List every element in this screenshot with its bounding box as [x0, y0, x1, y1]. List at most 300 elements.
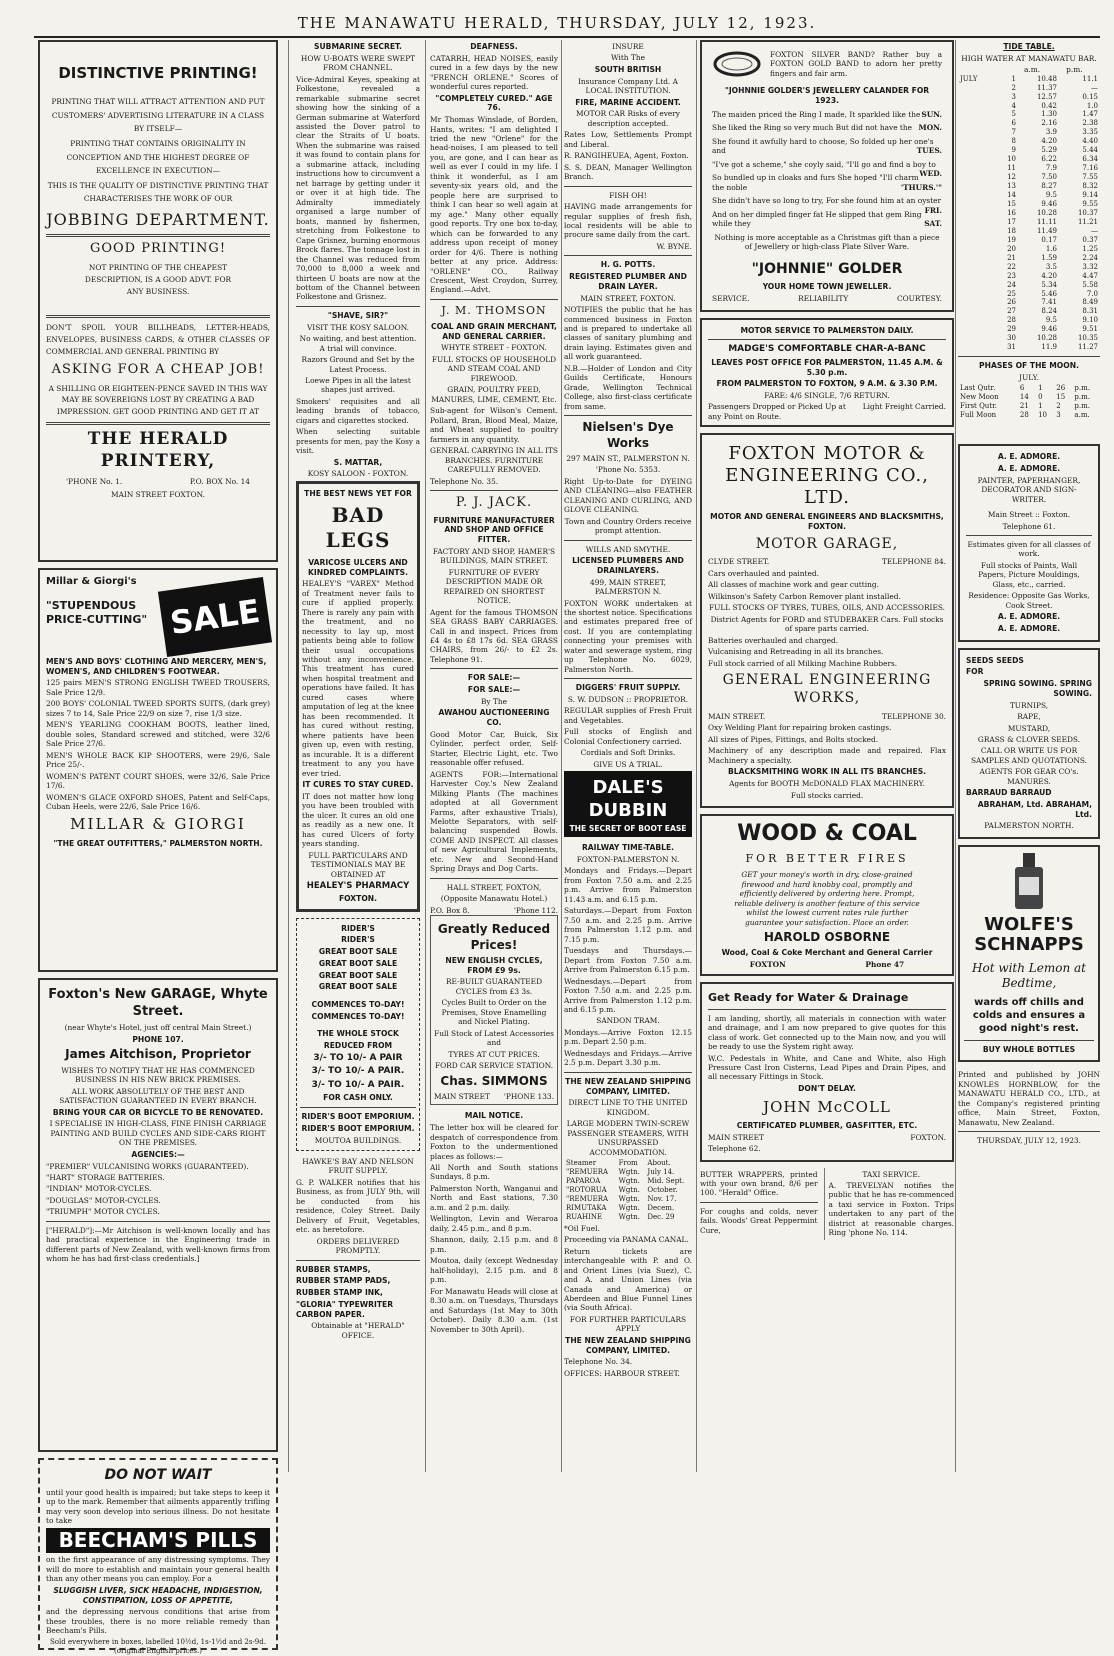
column-divider — [696, 40, 697, 1472]
large-steamers: LARGE MODERN TWIN-SCREW PASSENGER STEAMERS, WITH UNSURPASSED ACCOMMODATION. — [566, 1119, 690, 1157]
tide-am: 1.59 — [1041, 253, 1057, 262]
agents: AGENTS FOR GEAR CO's. MANURES. — [979, 767, 1079, 786]
tide-am: 8.27 — [1041, 182, 1057, 191]
tide-day: 12 — [1007, 173, 1017, 182]
healey-town: FOXTON. — [338, 893, 378, 903]
tel-62: Telephone 62. — [708, 1144, 761, 1154]
nielsen-text: Right Up-to-Date for DYEING AND CLEANING—also FEATHER CLEANING AND CURLING, AND GLOVE CLEANING. — [564, 476, 692, 515]
tide-day: 31 — [1007, 343, 1017, 352]
boot-sale: GREAT BOOT SALE — [318, 982, 398, 992]
mccoll-row: MAIN STREET FOXTON. — [708, 1132, 946, 1142]
tide-day: 5 — [1011, 110, 1017, 119]
potts-text: NOTIFIES the public that he has commenced business in Foxton and is prepared to undertake all classes of sanitary plumbing and drain laying. Estimates given and all work guaranteed. — [564, 305, 692, 362]
beecham-title: BEECHAM'S PILLS — [46, 1528, 270, 1554]
main-street: MAIN STREET — [434, 1091, 490, 1101]
herald-printery: THE HERALD PRINTERY, — [87, 429, 229, 471]
divider — [564, 186, 692, 187]
nz-shipping: THE NEW ZEALAND SHIPPING COMPANY, LIMITED. — [565, 1076, 691, 1096]
table-row: "REMUERA Wgtn. July 14. — [566, 1168, 675, 1177]
hall-street: HALL STREET, FOXTON, — [446, 882, 542, 892]
column-4 — [564, 40, 692, 1470]
printing-line: THIS IS THE QUALITY OF DISTINCTIVE PRINTING THAT CHARACTERISES THE WORK OF OUR — [47, 181, 269, 204]
good-printing-text: NOT PRINTING OF THE CHEAPEST DESCRIPTION, IS A GOOD ADVT. FOR ANY BUSINESS. — [84, 262, 232, 296]
tide-title: TIDE TABLE. — [1003, 42, 1055, 51]
gen-line: Full stocks carried. — [790, 790, 864, 800]
tide-am: 12.57 — [1036, 92, 1057, 101]
sandon-line: Wednesdays and Fridays.—Arrive 2.5 p.m. Depart 3.30 p.m. — [564, 1048, 692, 1068]
awahou: AWAHOU AUCTIONEERING CO. — [438, 708, 550, 728]
tide-day: 10 — [1007, 155, 1017, 164]
nz-shipping: THE NEW ZEALAND SHIPPING COMPANY, LIMITED. — [565, 1335, 691, 1355]
table-row: "ROTORUA Wgtn. October. — [566, 1185, 678, 1194]
beecham-ailments: SLUGGISH LIVER, SICK HEADACHE, INDIGESTION, CONSTIPATION, LOSS OF APPETITE, — [53, 1585, 263, 1605]
tide-day: 28 — [1007, 316, 1017, 325]
tide-day: 25 — [1007, 289, 1017, 298]
moon-cell: 3 — [1056, 411, 1061, 420]
furniture-maker: FURNITURE MANUFACTURER AND SHOP AND OFFICE FITTER. — [433, 515, 555, 545]
seed: MUSTARD, — [1007, 723, 1051, 733]
divider — [958, 356, 1100, 357]
mail-text: Moutoa, daily (except Wednesday half-holiday), 2.15 p.m. and 8 p.m. — [430, 1256, 558, 1285]
moon-cell: Full Moon — [960, 411, 997, 420]
moon-row — [958, 393, 1100, 402]
outfitters: "THE GREAT OUTFITTERS," PALMERSTON NORTH. — [53, 838, 263, 848]
agent: R. RANGIHEUEA, Agent, Foxton. — [564, 151, 689, 161]
garage-phone: PHONE 107. — [132, 1034, 184, 1044]
printing-line: PRINTING THAT CONTAINS ORIGINALITY IN CONCEPTION AND THE HIGHEST DEGREE OF EXCELLENCE IN EXECUTION— — [66, 139, 250, 175]
tide-am: 10.48 — [1036, 74, 1057, 83]
stamps: "GLORIA" TYPEWRITER CARBON PAPER. — [296, 1299, 394, 1319]
divider — [966, 535, 1092, 536]
tide-day: 19 — [1007, 235, 1017, 244]
regular: REGULAR supplies of Fresh Fruit and Vegetables. — [564, 706, 692, 725]
tide-am: 7.41 — [1041, 298, 1057, 307]
tide-am: 3.9 — [1045, 128, 1057, 137]
tide-row — [958, 245, 1100, 254]
moon-cell: New Moon — [960, 393, 999, 402]
tide-table — [958, 75, 1100, 353]
tide-row — [958, 164, 1100, 173]
tide-row — [958, 102, 1100, 111]
taxi-text: A. TREVELYAN notifies the public that he has re-commenced a taxi service in Foxton. Trips undertaken to any part of the district at reasonable charges. Ring 'phone No. 114. — [828, 1180, 954, 1238]
kosy-line: Razors Ground and Set by the Latest Process. — [301, 355, 415, 374]
tel-61: Telephone 61. — [1002, 521, 1056, 531]
moon-table — [958, 384, 1100, 420]
estimates: Estimates given for all classes of work. — [967, 539, 1091, 559]
emporium: RIDER'S BOOT EMPORIUM. — [301, 1112, 415, 1122]
submarine-title: SUBMARINE SECRET. — [314, 42, 402, 51]
tide-pm: 0.37 — [1082, 235, 1098, 244]
taxi-heading: TAXI SERVICE. — [862, 1169, 921, 1179]
bad-legs: BAD LEGS — [325, 502, 391, 553]
garage-title: Foxton's New GARAGE, Whyte Street. — [48, 987, 268, 1019]
thomson-stocks: FULL STOCKS OF HOUSEHOLD AND STEAM COAL AND FIREWOOD. — [431, 354, 557, 383]
garage-line: Batteries overhauled and charged. — [708, 635, 839, 645]
divider — [296, 1260, 420, 1261]
stupendous: "STUPENDOUS PRICE-CUTTING" — [46, 598, 148, 626]
moon-cell: a.m. — [1074, 411, 1090, 420]
price-line: 3/- TO 10/- A PAIR. — [311, 1066, 405, 1077]
dean: S. S. DEAN, Manager Wellington Branch. — [564, 162, 692, 182]
fish-heading: FISH OH! — [609, 190, 647, 200]
garage-line: Wilkinson's Safety Carbon Remover plant installed. — [708, 591, 901, 601]
sale-item: MEN'S YEARLING COOKHAM BOOTS, leather lined, double soles, Standard screwed and stitched, were 32/6 Sale Price 27/6. — [46, 720, 270, 749]
divider — [46, 234, 270, 237]
moon-cell: 1 — [1038, 402, 1043, 411]
sale-item: 125 pairs MEN'S STRONG ENGLISH TWEED TROUSERS, Sale Price 12/9. — [46, 678, 270, 697]
abraham: ABRAHAM, Ltd. ABRAHAM, Ltd. — [977, 800, 1092, 819]
admore: A. E. ADMORE. — [997, 612, 1061, 622]
divider — [430, 878, 558, 879]
tide-month — [958, 316, 996, 325]
tyres: TYRES AT CUT PRICES. — [448, 1049, 540, 1059]
masthead: THE MANAWATU HERALD, THURSDAY, JULY 12, 1923. — [297, 14, 817, 32]
tide-day: 18 — [1007, 226, 1017, 235]
tide-day: 7 — [1011, 128, 1017, 137]
tide-month — [958, 325, 996, 334]
tide-month — [958, 137, 996, 146]
tide-day: 4 — [1011, 101, 1017, 110]
sale-item: WOMEN'S PATENT COURT SHOES, were 32/6, Sale Price 17/6. — [46, 771, 270, 791]
barraud: BARRAUD BARRAUD — [966, 788, 1052, 798]
tide-day: 24 — [1007, 280, 1017, 289]
garage-line: WISHES TO NOTIFY THAT HE HAS COMMENCED BUSINESS IN HIS NEW BRICK PREMISES. — [61, 1065, 255, 1085]
mail-notice: MAIL NOTICE. — [464, 1111, 524, 1121]
divider — [564, 678, 692, 679]
gen-line: Machinery of any description made and repaired. Flax Machinery a specialty. — [708, 746, 946, 765]
commences: COMMENCES TO-DAY! — [311, 1011, 405, 1021]
calander-title: "JOHNNIE GOLDER'S JEWELLERY CALANDER FOR 1923. — [724, 86, 930, 106]
stamps: RUBBER STAMP PADS, — [296, 1276, 391, 1286]
wills-address: 499, MAIN STREET, PALMERSTON N. — [590, 577, 666, 597]
steamer-table — [564, 1159, 692, 1222]
painter: PAINTER, PAPERHANGER, DECORATOR AND SIGN-WRITER. — [977, 475, 1081, 504]
mattar-address: KOSY SALOON - FOXTON. — [307, 469, 409, 479]
agencies-heading: AGENCIES:— — [131, 1149, 185, 1159]
taxi — [824, 1168, 954, 1240]
tide-month — [958, 155, 996, 164]
column-divider — [425, 40, 426, 1472]
divider — [564, 255, 692, 256]
tide-pm: 3.32 — [1082, 262, 1098, 271]
tide-month — [958, 209, 996, 218]
tide-month — [958, 182, 996, 191]
divider — [700, 1202, 818, 1203]
tide-am: 10.28 — [1036, 208, 1057, 217]
tide-pm: 2.24 — [1082, 253, 1098, 262]
whyte-street: WHYTE STREET - FOXTON. — [441, 343, 547, 353]
mattar: S. MATTAR, — [333, 457, 383, 467]
agency: "DOUGLAS" MOTOR-CYCLES. — [46, 1195, 161, 1205]
garage-line: Cars overhauled and painted. — [708, 568, 819, 578]
tide-month — [958, 236, 996, 245]
tide-row — [958, 218, 1100, 227]
butter-wrappers: BUTTER WRAPPERS, printed with your own brand, 8/6 per 100. "Herald" Office. — [700, 1169, 818, 1198]
ready-text: I am landing, shortly, all materials in connection with water and drainage, and I am now prepared to give quotes for this class of work. Get connected up to the Main now, and you will be ready to use the System right away. — [708, 1013, 946, 1052]
nielsen-phone: 'Phone No. 5353. — [595, 465, 661, 475]
nielsen: Nielsen's Dye Works — [582, 420, 674, 450]
osborne-footer: FOXTON Phone 47 — [749, 960, 905, 970]
divider — [708, 339, 946, 340]
divider — [564, 415, 692, 416]
rates: Rates Low, Settlements Prompt and Liberal. — [564, 130, 692, 149]
hawkes-heading: HAWKE'S BAY AND NELSON FRUIT SUPPLY. — [302, 1156, 414, 1176]
tide-pm: 1.25 — [1082, 244, 1098, 253]
mail-text: The letter box will be cleared for despatch of correspondence from Foxton to the undermentioned places as follows:— — [430, 1123, 558, 1161]
column-5 — [700, 40, 954, 1470]
moon-cell: 15 — [1056, 393, 1066, 402]
factory: FACTORY AND SHOP, HAMER'S BUILDINGS, MAIN STREET. — [432, 546, 556, 566]
call-write: CALL OR WRITE US FOR SAMPLES AND QUOTATIONS. — [970, 746, 1088, 765]
tide-month — [958, 200, 996, 209]
home-jeweller: YOUR HOME TOWN JEWELLER. — [762, 282, 892, 292]
ring-icon — [712, 49, 762, 79]
garage-line: BRING YOUR CAR OR BICYCLE TO BE RENOVATED. — [52, 1107, 264, 1117]
tide-pm: 9.51 — [1082, 325, 1098, 334]
tide-row — [958, 290, 1100, 299]
ford: FORD CAR SERVICE STATION. — [434, 1061, 554, 1071]
tide-pm: 8.32 — [1082, 182, 1098, 191]
garage-line: FULL STOCKS OF TYRES, TUBES, OILS, AND ACCESSORIES. — [708, 603, 946, 613]
tide-am: 11.11 — [1036, 217, 1057, 226]
sandon-line: Mondays.—Arrive Foxton 12.15 p.m. Depart 2.50 p.m. — [564, 1027, 692, 1047]
divider — [46, 315, 270, 318]
johnnie-golder: "JOHNNIE" GOLDER — [751, 261, 903, 278]
calander-line: The maiden priced the Ring I made, It sparkled like the SUN. — [712, 109, 942, 119]
tide-day: 17 — [1007, 217, 1017, 226]
tide-pm: 9.14 — [1082, 191, 1098, 200]
street: MAIN STREET FOXTON. — [111, 490, 205, 500]
healey-text: HEALEY'S "VAREX" Method of Treatment never fails to cure if applied properly. There is rarely any pain with the treatment, and no necessity to lay up, most patients being able to follow their usual occupations without any inconvenience. This treatment has cured when hospital treatment and operations have failed. It has cured cases where amputation of leg at the knee has been recommended. It has cured without resting, where patients have been given up, even with resting, as incurable. It is a different treatment to any you have ever tried. — [302, 579, 414, 778]
mail-text: For Manawatu Heads will close at 8.30 a.m. on Tuesdays, Thursdays and Saturdays (1st May to 30th October). Daily 8.30 a.m. (1st November to 30th April). — [430, 1286, 558, 1334]
divider — [46, 422, 270, 425]
tide-month — [958, 218, 996, 227]
tide-month — [958, 245, 996, 254]
tide-month — [958, 307, 996, 316]
moon-cell: p.m. — [1074, 393, 1090, 402]
dont-wait: DO NOT WAIT — [104, 1467, 212, 1483]
tide-am: 1.30 — [1041, 110, 1057, 119]
gen-line: All sizes of Pipes, Fittings, and Bolts stocked. — [708, 734, 879, 744]
tide-row — [958, 110, 1100, 119]
tide-month — [958, 298, 996, 307]
panama: Proceeding via PANAMA CANAL. — [564, 1235, 689, 1245]
insure: INSURE — [612, 42, 644, 51]
tide-pm: 7.55 — [1082, 173, 1098, 182]
phone: 'PHONE 133. — [503, 1091, 554, 1101]
tel-35: Telephone No. 35. — [430, 476, 499, 486]
best-news: THE BEST NEWS YET FOR — [304, 488, 412, 498]
divider — [964, 1040, 1094, 1041]
riders: RIDER'S — [341, 923, 375, 933]
tide-pm: 4.47 — [1082, 271, 1098, 280]
garage-proprietor: James Aitchison, Proprietor — [65, 1047, 251, 1062]
moon-cell: p.m. — [1074, 384, 1090, 393]
osborne-sub: Wood, Coal & Coke Merchant and General Carrier — [721, 948, 933, 958]
seed: GRASS & CLOVER SEEDS. — [977, 734, 1081, 744]
garage-line: All classes of machine work and gear cutting. — [708, 580, 879, 590]
sub-agent: Sub-agent for Wilson's Cement. Pollard, Bran, Blood Meal, Maize, and Wheat supplied to poultry farmers in any quantity. — [430, 406, 558, 444]
wood-coal: WOOD & COAL — [737, 820, 917, 846]
deafness-title: DEAFNESS. — [470, 42, 518, 51]
printing-line: PRINTING THAT WILL ATTRACT ATTENTION AND PUT CUSTOMERS' ADVERTISING LITERATURE IN A CLASS BY ITSELF— — [51, 97, 265, 133]
foxton-motor-ad — [700, 433, 954, 808]
tide-month — [958, 227, 996, 236]
tide-row — [958, 325, 1100, 334]
table-row: Steamer From About. — [566, 1159, 671, 1168]
dubbin-title: DALE'S DUBBIN — [588, 777, 668, 822]
beecham-ad — [38, 1458, 278, 1655]
tide-am: 10.28 — [1036, 334, 1057, 343]
diggers: DIGGERS' FRUIT SUPPLY. — [575, 683, 681, 693]
for-sale: FOR SALE:— — [467, 685, 521, 695]
tide-am: 7.9 — [1045, 164, 1057, 173]
tide-month — [958, 343, 996, 352]
tide-row — [958, 84, 1100, 93]
stamps: RUBBER STAMP INK, — [296, 1288, 383, 1298]
masthead-rule — [34, 36, 1100, 38]
whole-stock: THE WHOLE STOCK — [317, 1029, 399, 1039]
tide-day: 9 — [1011, 146, 1017, 155]
tide-day: 21 — [1007, 253, 1017, 262]
seed: TURNIPS, — [1009, 700, 1049, 710]
divider — [46, 1221, 270, 1222]
tide-pm: 8.31 — [1082, 307, 1098, 316]
coughs: For coughs and colds, never fails. Woods' Great Peppermint Cure, — [700, 1206, 818, 1235]
company: Insurance Company Ltd. A LOCAL INSTITUTION. — [578, 76, 678, 96]
tide-day: 29 — [1007, 325, 1017, 334]
leaves: LEAVES POST OFFICE FOR PALMERSTON, 11.45 A.M. & 5.30 p.m. — [711, 357, 943, 377]
moon-cell: 6 — [1019, 384, 1025, 393]
direct-line: DIRECT LINE TO THE UNITED KINGDOM. — [568, 1098, 688, 1117]
divider — [430, 490, 558, 491]
stamps: RUBBER STAMPS, — [296, 1264, 371, 1274]
full-particulars: FULL PARTICULARS AND TESTIMONIALS MAY BE OBTAINED AT — [308, 850, 408, 879]
tide-am: 9.46 — [1041, 325, 1057, 334]
tide-am: 8.24 — [1041, 307, 1057, 316]
cash-only: FOR CASH ONLY. — [323, 1093, 393, 1103]
dudson: S. W. DUDSON :: PROPRIETOR. — [567, 694, 689, 704]
boot-sale: GREAT BOOT SALE — [318, 947, 398, 957]
bad-legs-ad — [296, 481, 420, 912]
column-6 — [958, 40, 1100, 1470]
tide-day: 8 — [1011, 137, 1017, 146]
tide-row — [958, 316, 1100, 325]
simmons: Chas. SIMMONS — [440, 1073, 548, 1088]
mccoll-ad — [700, 982, 954, 1162]
butter-cough — [700, 1168, 818, 1240]
john-mccoll: JOHN McCOLL — [763, 1097, 891, 1116]
mail-text: Shannon, daily, 2.15 p.m. and 8 p.m. — [430, 1235, 558, 1254]
divider — [430, 299, 558, 300]
gen-line: Agents for BOOTH McDONALD FLAX MACHINERY. — [729, 779, 925, 789]
imprint-date: THURSDAY, JULY 12, 1923. — [977, 1136, 1081, 1146]
emporium: RIDER'S BOOT EMPORIUM. — [301, 1123, 415, 1133]
moon-cell: 28 — [1019, 411, 1029, 420]
divider — [430, 668, 558, 669]
table-row: PAPAROA Wgtn. Mid. Sept. — [566, 1176, 685, 1185]
dubbin-ad — [564, 771, 692, 837]
palmerston: PALMERSTON NORTH. — [984, 821, 1074, 831]
tide-day: 13 — [1007, 182, 1017, 191]
commences: COMMENCES TO-DAY! — [311, 999, 405, 1009]
tide-am: 9.46 — [1041, 200, 1057, 208]
tide-row — [958, 75, 1100, 84]
stock: Full Stock of Latest Accessories and — [434, 1028, 554, 1048]
tide-row — [958, 272, 1100, 281]
rail-line: Wednesdays.—Depart from Foxton 7.50 a.m. and 2.25 p.m. Arrive from Palmerston 1.12 p.m. and 6.15 p.m. — [564, 976, 692, 1014]
tide-day: 2 — [1011, 83, 1017, 92]
sale-banner: SALE — [158, 577, 272, 657]
tide-row — [958, 343, 1100, 352]
tide-day: 3 — [1011, 92, 1017, 101]
herald-printery-ad — [38, 40, 278, 562]
tide-month — [958, 254, 996, 263]
tide-row — [958, 191, 1100, 200]
phone: 'Phone 112. — [513, 905, 558, 915]
tide-head: a.m. p.m. — [1024, 65, 1083, 75]
tide-day: 14 — [1007, 191, 1017, 200]
cheap-text: A SHILLING OR EIGHTEEN-PENCE SAVED IN THIS WAY MAY BE SOVEREIGNS LOST BY CREATING A BAD IMPRESSION. GET GOOD PRINTING AND GET IT AT — [48, 383, 268, 417]
wills: WILLS AND SMYTHE. — [585, 544, 671, 554]
tide-day: 6 — [1011, 119, 1017, 128]
south-british: SOUTH BRITISH — [594, 64, 662, 74]
tide-pm: 0.15 — [1082, 92, 1098, 101]
kosy-line: No waiting, and best attention. A trial will convince. — [299, 334, 417, 353]
osborne-ad — [700, 814, 954, 976]
moon-cell: First Qutr. — [960, 402, 997, 411]
calander-line: She liked the Ring so very much But did not have the MON. — [712, 123, 942, 133]
simmons-ad — [430, 915, 558, 1105]
byne: W. BYNE. — [656, 241, 692, 251]
column-divider — [288, 40, 289, 1472]
wolfe-schnapps: WOLFE'S SCHNAPPS — [974, 913, 1084, 955]
tide-row — [958, 146, 1100, 155]
tide-day: 22 — [1007, 262, 1017, 271]
garage-line: Vulcanising and Retreading in all its branches. — [708, 647, 884, 657]
tide-am: 6.22 — [1041, 155, 1057, 164]
millar-name: MILLAR & GIORGI — [70, 815, 246, 834]
varicose: VARICOSE ULCERS AND KINDRED COMPLAINTS. — [308, 557, 408, 577]
cured-text: Mr Thomas Winslade, of Borden, Hants, writes: "I am delighted I tried the new "Orlene" for the head-noises, I am pleased to tell you, are gone, and I can hear as well as ever I could in my life. I think it wonderful, as I am seventy-six years old, and the people here are surprised to think I can hear so well again at my age." Many other equally good reports. Try one box to-day, which can be forwarded to any address upon receipt of money order for 4/6. There is nothing better at any price. Address: "ORLENE" CO., Railway Crescent, West Croydon, Surrey, England.—Advt. — [430, 115, 558, 295]
cures-text: IT does not matter how long you have been troubled with the ulcer. It cures an old one as readily as a new one. It has cured Ulcers of forty years standing. — [302, 791, 414, 849]
garage-near: (near Whyte's Hotel, just off central Main Street.) — [64, 1023, 252, 1033]
golder-ad — [700, 40, 954, 312]
agency: "INDIAN" MOTOR-CYCLES. — [46, 1184, 152, 1194]
boot-sale: GREAT BOOT SALE — [318, 970, 398, 980]
tide-row — [958, 93, 1100, 102]
garage-line: Full stock carried of all Milking Machine Rubbers. — [708, 658, 898, 668]
moon-cell: 26 — [1056, 384, 1066, 393]
tide-month — [958, 102, 996, 111]
obtainable: Obtainable at "HERALD" OFFICE. — [311, 1321, 405, 1340]
built: Cycles Built to Order on the Premises, Stove Enamelling and Nickel Plating. — [441, 998, 547, 1027]
madge: MADGE'S COMFORTABLE CHAR-A-BANC — [728, 344, 926, 355]
tide-pm: 11.27 — [1077, 343, 1098, 352]
carriage-agent: Agent for the famous THOMSON SEA GRASS BABY CARRIAGES. Call in and inspect. Prices from £4 4s to £8 17s 6d. SEA GRASS CHAIRS, from 26/- to £2 2s. Telephone 91. — [430, 607, 558, 664]
give-trial: GIVE US A TRIAL. — [593, 759, 663, 769]
rail-line: Saturdays.—Depart from Foxton 7.50 a.m. and 2.25 p.m. Arrive from Palmerston 1.12 p.m. and 7.15 p.m. — [564, 906, 692, 944]
phone: 'PHONE No. 1. — [66, 476, 123, 486]
fare: FARE: 4/6 SINGLE, 7/6 RETURN. — [764, 390, 890, 400]
submarine-head: HOW U-BOATS WERE SWEPT FROM CHANNEL. — [300, 53, 416, 73]
by-the: By The — [480, 696, 508, 706]
with-the: With The — [611, 53, 645, 63]
po-box: P.O. BOX No. 14 — [189, 476, 250, 486]
moon-row — [958, 411, 1100, 420]
tide-month — [958, 272, 996, 281]
tide-pm: 10.37 — [1077, 208, 1098, 217]
